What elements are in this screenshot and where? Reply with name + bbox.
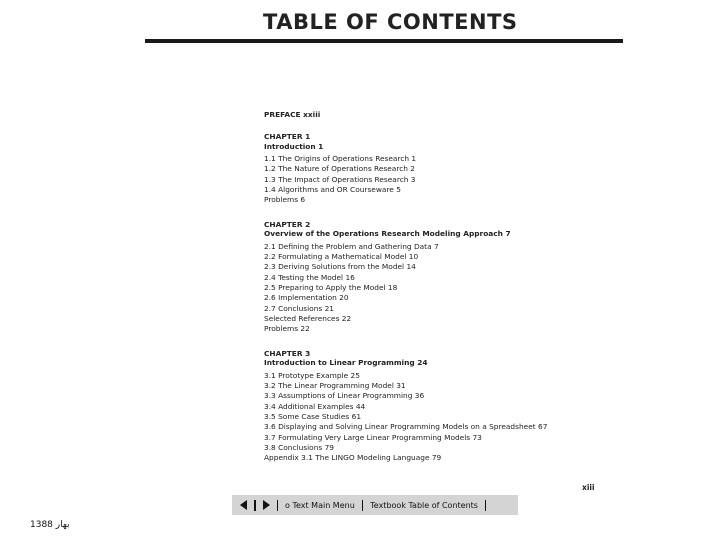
nav-separator: [254, 500, 256, 511]
toc-entry[interactable]: 3.3 Assumptions of Linear Programming 36: [264, 391, 425, 401]
textbook-toc-link[interactable]: Textbook Table of Contents: [370, 500, 478, 510]
toc-entry[interactable]: 3.7 Formulating Very Large Linear Programming Models 73: [264, 432, 482, 442]
chapter-title[interactable]: Overview of the Operations Research Modeling Approach 7: [264, 229, 511, 239]
toc-entry[interactable]: 3.4 Additional Examples 44: [264, 401, 366, 411]
nav-separator: [485, 500, 487, 511]
previous-page-icon[interactable]: [240, 500, 247, 510]
table-of-contents: [264, 110, 624, 477]
toc-entry[interactable]: 2.2 Formulating a Mathematical Model 10: [264, 252, 419, 262]
footer-caption: بهار 1388: [30, 520, 70, 530]
nav-separator: [277, 500, 279, 511]
toc-entry[interactable]: 1.3 The Impact of Operations Research 3: [264, 174, 416, 184]
navigation-bar: [232, 495, 518, 515]
toc-entry[interactable]: 3.8 Conclusions 79: [264, 442, 334, 452]
toc-entry[interactable]: 2.1 Defining the Problem and Gathering Data 7: [264, 241, 439, 251]
toc-preface[interactable]: PREFACE xxiii: [264, 110, 321, 119]
toc-entry[interactable]: 2.5 Preparing to Apply the Model 18: [264, 283, 398, 293]
toc-entry[interactable]: Problems 6: [264, 195, 306, 205]
chapter-number: CHAPTER 2: [264, 219, 311, 229]
page-number: xiii: [582, 483, 595, 492]
toc-entry[interactable]: 3.5 Some Case Studies 61: [264, 411, 362, 421]
chapter-number: CHAPTER 3: [264, 348, 311, 358]
toc-chapter-1: [264, 132, 624, 206]
toc-entry[interactable]: 2.4 Testing the Model 16: [264, 272, 355, 282]
toc-entry[interactable]: Selected References 22: [264, 313, 352, 323]
toc-entry[interactable]: 3.1 Prototype Example 25: [264, 370, 360, 380]
toc-entry[interactable]: 2.6 Implementation 20: [264, 293, 349, 303]
toc-chapter-3: [264, 349, 624, 464]
title-divider: [145, 39, 623, 43]
toc-entry[interactable]: 1.1 The Origins of Operations Research 1: [264, 154, 417, 164]
toc-entry[interactable]: Problems 22: [264, 324, 310, 334]
toc-entry[interactable]: 3.2 The Linear Programming Model 31: [264, 381, 406, 391]
toc-entry[interactable]: 2.3 Deriving Solutions from the Model 14: [264, 262, 416, 272]
toc-chapter-2: [264, 220, 624, 335]
page-title: TABLE OF CONTENTS: [263, 10, 518, 34]
chapter-title[interactable]: Introduction 1: [264, 141, 324, 151]
toc-entry[interactable]: 2.7 Conclusions 21: [264, 303, 334, 313]
chapter-title[interactable]: Introduction to Linear Programming 24: [264, 358, 428, 368]
next-page-icon[interactable]: [263, 500, 270, 510]
chapter-number: CHAPTER 1: [264, 132, 311, 141]
toc-entry[interactable]: 1.2 The Nature of Operations Research 2: [264, 164, 416, 174]
toc-entry[interactable]: 1.4 Algorithms and OR Courseware 5: [264, 185, 401, 195]
nav-separator: [362, 500, 364, 511]
toc-entry[interactable]: Appendix 3.1 The LINGO Modeling Language 79: [264, 453, 442, 463]
text-main-menu-link[interactable]: o Text Main Menu: [285, 500, 355, 510]
toc-entry[interactable]: 3.6 Displaying and Solving Linear Programming Models on a Spreadsheet 67: [264, 422, 548, 432]
